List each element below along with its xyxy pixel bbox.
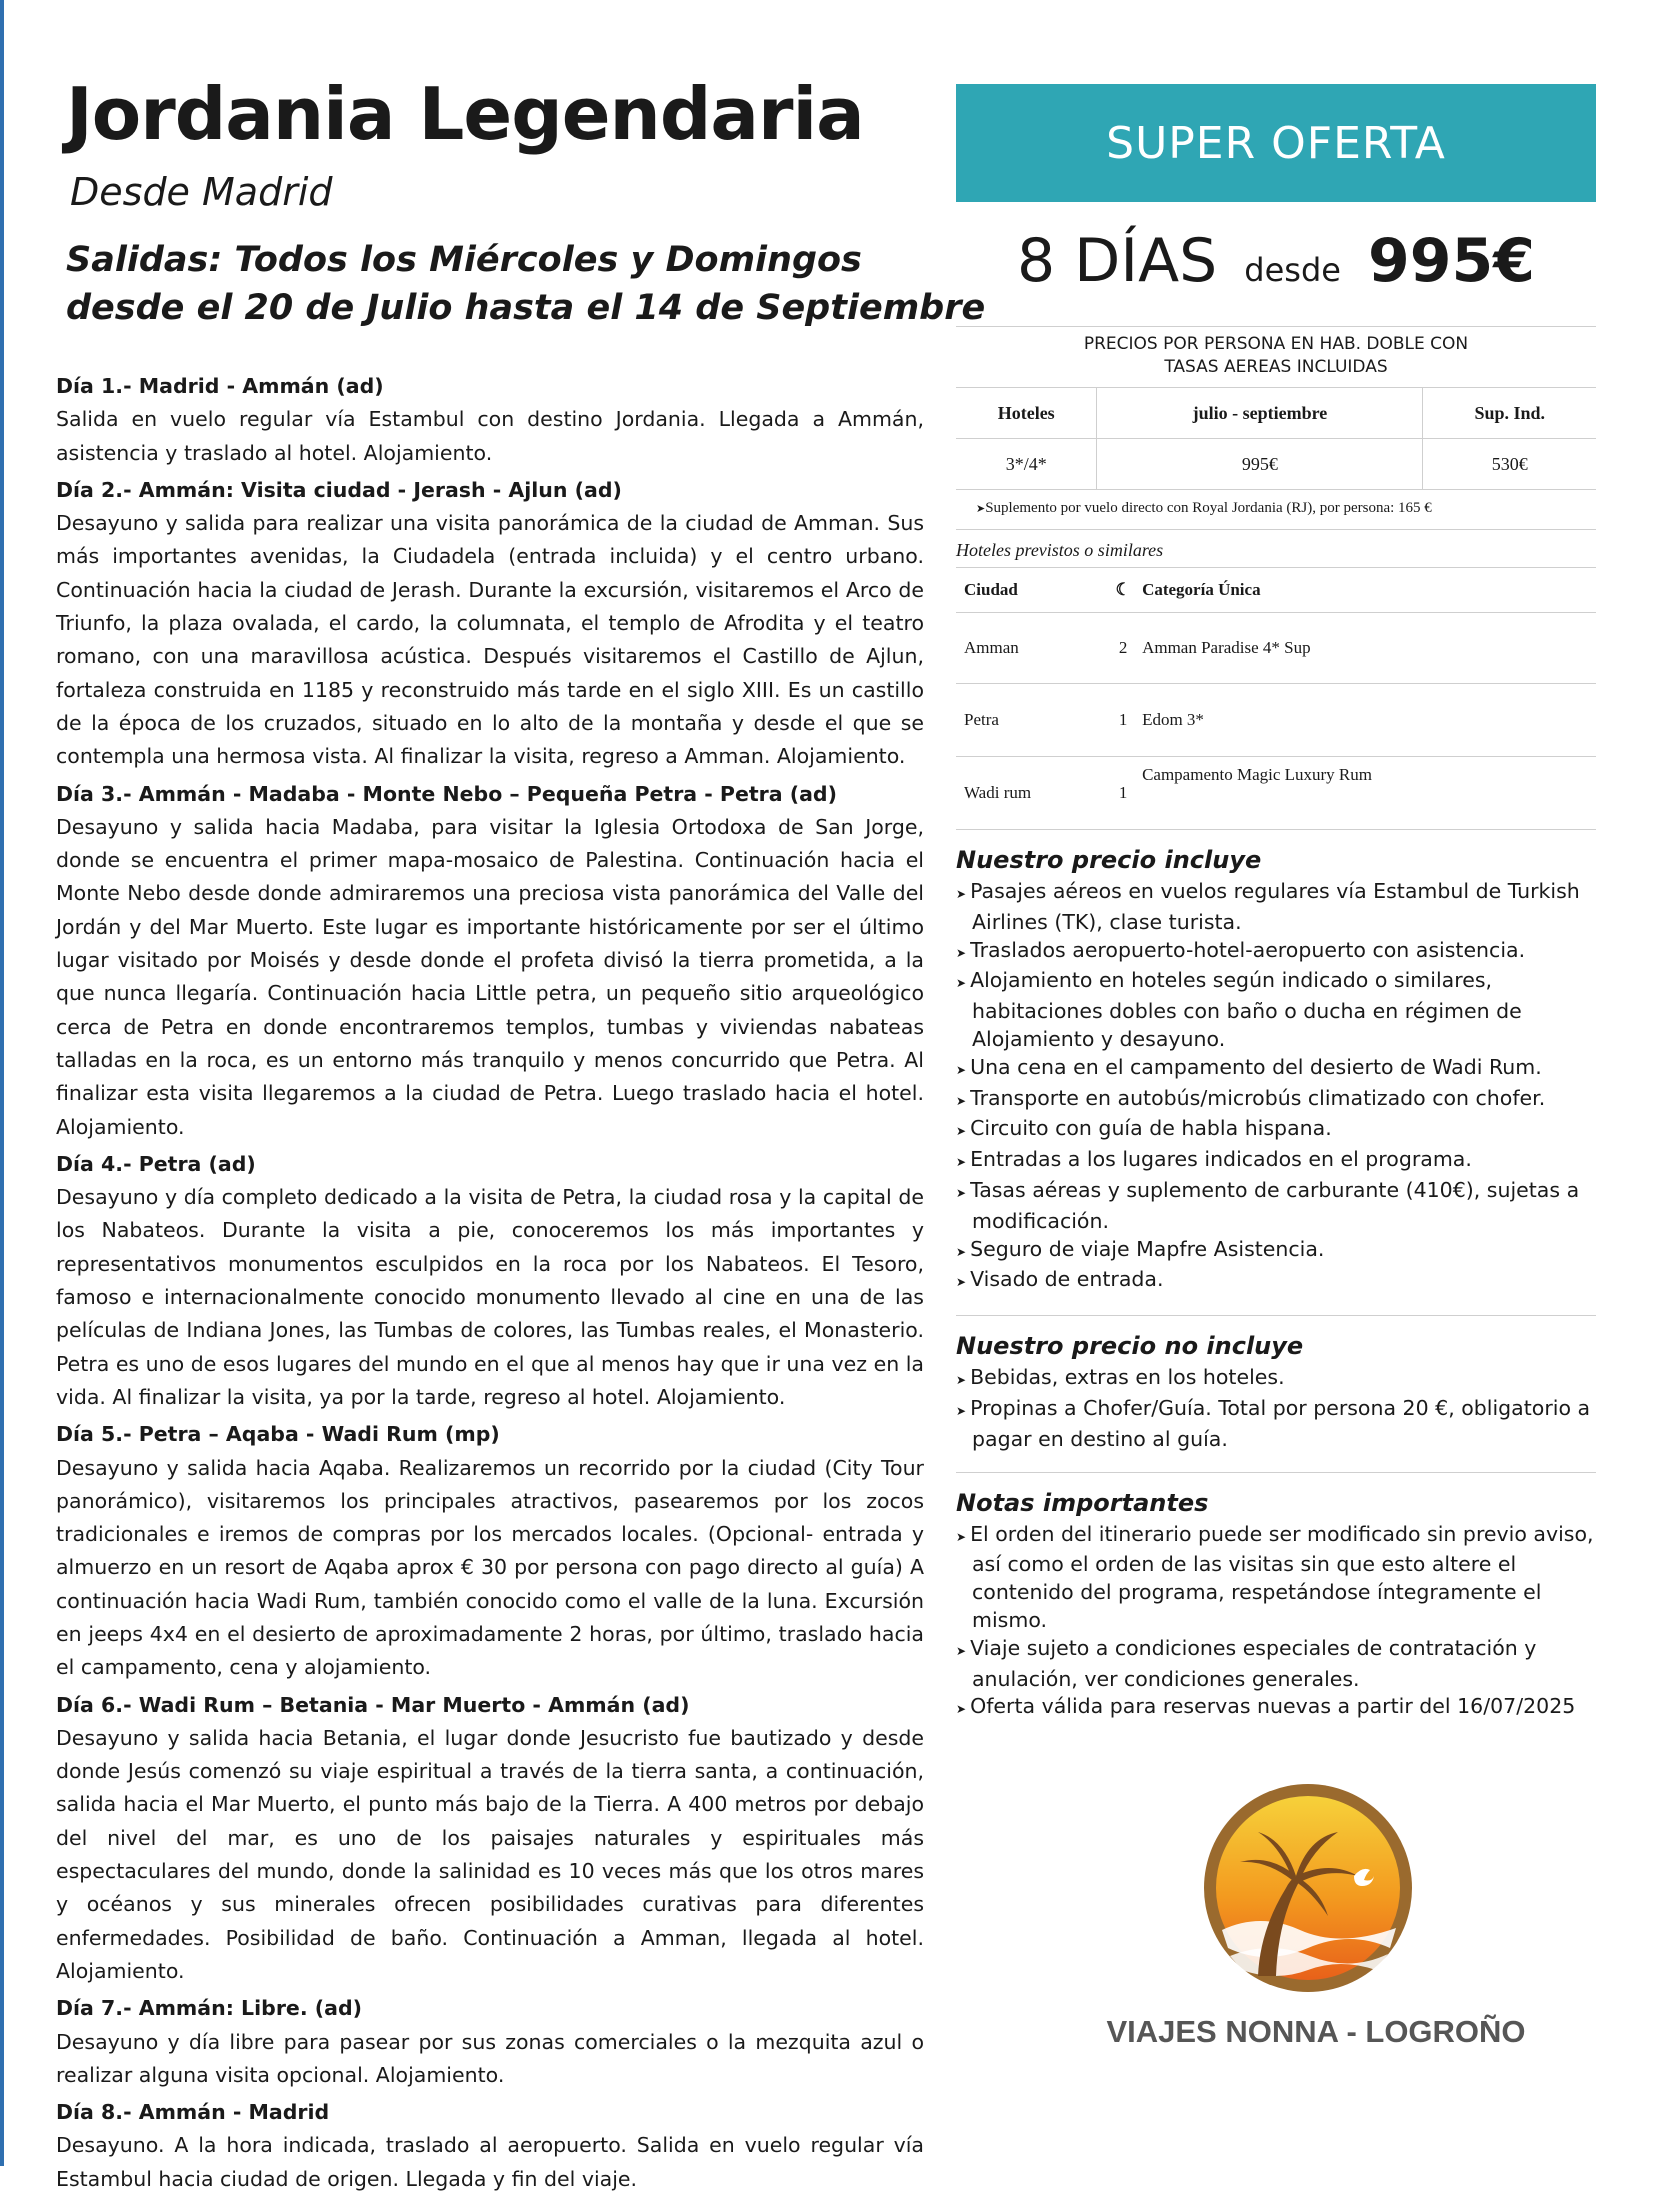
day-description: Salida en vuelo regular vía Estambul con destino Jordania. Llegada a Ammán, asistencia y traslado al hotel. Alojamiento.	[56, 407, 924, 465]
departures-info	[66, 236, 985, 332]
includes-list	[956, 878, 1596, 1297]
itinerary-day	[56, 474, 924, 774]
list-item: ➤ Visado de entrada.	[956, 1266, 1596, 1297]
list-item: ➤ El orden del itinerario puede ser modificado sin previo aviso, así como el orden de las visitas sin que esto altere el contenido del programa, respetándose íntegramente el mismo.	[956, 1521, 1596, 1635]
list-item: ➤ Circuito con guía de habla hispana.	[956, 1115, 1596, 1146]
left-accent-bar	[0, 0, 4, 2166]
itinerary-day	[56, 1418, 924, 1684]
day-title: Día 7.- Ammán: Libre. (ad)	[56, 1996, 363, 2021]
column-header: Categoría Única	[1134, 568, 1596, 613]
duration-price	[956, 226, 1596, 326]
price-heading-line: TASAS AEREAS INCLUIDAS	[1164, 357, 1388, 377]
hotels-table	[956, 567, 1596, 829]
hotels-caption: Hoteles previstos o similares	[956, 540, 1164, 560]
day-description: Desayuno y salida hacia Aqaba. Realizaremos un recorrido por la ciudad (City Tour panorámico), visitaremos los principales atractivos, pasearemos por los zocos tradicionales e iremos de compras por los mercados locales. (Opcional- entrada y almuerzo en un resort de Aqaba aprox € 30 por persona con pago directo al guía) A continuación hacia Wadi Rum, también conocido como el valle de la luna. Excursión en jeeps 4x4 en el desierto de aproximadamente 2 horas, por último, traslado hacia el campamento, cena y alojamiento.	[56, 1455, 924, 1680]
price-table	[956, 387, 1596, 489]
table-cell: 530€	[1423, 439, 1596, 490]
itinerary-day	[56, 370, 924, 470]
table-row	[956, 757, 1596, 830]
from-label: desde	[1244, 251, 1341, 289]
day-description: Desayuno y día libre para pasear por sus zonas comerciales o la mezquita azul o realizar alguna visita opcional. Alojamiento.	[56, 2029, 924, 2087]
list-item: ➤ Viaje sujeto a condiciones especiales de contratación y anulación, ver condiciones generales.	[956, 1635, 1596, 1694]
price-table-heading	[956, 327, 1596, 387]
column-header: Ciudad	[956, 568, 1112, 613]
notes-title: Notas importantes	[956, 1488, 1209, 1517]
hotel-city: Wadi rum	[956, 757, 1112, 830]
departures-label: Salidas:	[66, 240, 223, 280]
day-description: Desayuno y salida hacia Betania, el lugar donde Jesucristo fue bautizado y desde donde Jesús comenzó su viaje espiritual a través de la tierra santa, a continuación, salida hacia el Mar Muerto, el punto más bajo de la Tierra. A 400 metros por debajo del nivel del mar, es uno de los paisajes naturales y espirituales más espectaculares del mundo, donde la salinidad es 10 veces más que los otros mares y océanos y sus minerales ofrecen posibilidades curativas para diferentes enfermedades. Posibilidad de baño. Continuación a Amman, llegada al hotel. Alojamiento.	[56, 1725, 924, 1983]
list-item: ➤ Entradas a los lugares indicados en el programa.	[956, 1146, 1596, 1177]
price-from: 995€	[1368, 226, 1536, 296]
hotel-city: Petra	[956, 684, 1112, 757]
offer-column	[956, 84, 1596, 1724]
palm-sunset-logo-icon	[1200, 1780, 1416, 1996]
hotel-name: Edom 3*	[1134, 684, 1596, 757]
brand-name: VIAJES NONNA - LOGROÑO	[1106, 2014, 1526, 2049]
divider	[956, 1315, 1596, 1316]
day-title: Día 6.- Wadi Rum – Betania - Mar Muerto - Ammán (ad)	[56, 1692, 690, 1717]
itinerary-day	[56, 778, 924, 1144]
list-item: ➤ Transporte en autobús/microbús climatizado con chofer.	[956, 1085, 1596, 1116]
hotel-nights: 1	[1112, 757, 1134, 830]
supplement-text: Suplemento por vuelo directo con Royal Jordania (RJ), por persona: 165 €	[985, 500, 1432, 516]
flight-supplement	[956, 490, 1596, 529]
day-description: Desayuno y día completo dedicado a la visita de Petra, la ciudad rosa y la capital de los Nabateos. Durante la visita a pie, conoceremos los más importantes y representativos monumentos esculpidos en la roca por los Nabateos. El Tesoro, famoso e internacionalmente conocido monumento llevado al cine en una de las películas de Indiana Jones, las Tumbas de colores, las Tumbas reales, el Monasterio. Petra es uno de esos lugares del mundo en el que al menos hay que ir una vez en la vida. Al finalizar la visita, ya por la tarde, regreso al hotel. Alojamiento.	[56, 1185, 924, 1409]
page-subtitle: Desde Madrid	[70, 170, 333, 214]
day-title: Día 8.- Ammán - Madrid	[56, 2100, 330, 2125]
list-item: ➤ Alojamiento en hoteles según indicado o similares, habitaciones dobles con baño o ducha en régimen de Alojamiento y desayuno.	[956, 967, 1596, 1053]
divider	[956, 829, 1596, 830]
day-title: Día 3.- Ammán - Madaba - Monte Nebo – Pequeña Petra - Petra (ad)	[56, 781, 837, 806]
arrow-bullet-icon: ➤	[976, 503, 986, 515]
list-item: ➤ Seguro de viaje Mapfre Asistencia.	[956, 1236, 1596, 1267]
table-header-row	[956, 388, 1596, 439]
day-title: Día 2.- Ammán: Visita ciudad - Jerash - Ajlun (ad)	[56, 477, 622, 502]
list-item: ➤ Propinas a Chofer/Guía. Total por persona 20 €, obligatorio a pagar en destino al guía.	[956, 1395, 1596, 1454]
list-item: ➤ Una cena en el campamento del desierto de Wadi Rum.	[956, 1054, 1596, 1085]
day-title: Día 4.- Petra (ad)	[56, 1151, 256, 1176]
itinerary	[56, 366, 924, 2196]
table-cell: 3*/4*	[956, 439, 1097, 490]
list-item: ➤ Tasas aéreas y suplemento de carburante (410€), sujetas a modificación.	[956, 1177, 1596, 1236]
excludes-list	[956, 1364, 1596, 1453]
departures-days: Todos los Miércoles y Domingos	[234, 240, 862, 280]
itinerary-day	[56, 1148, 924, 1414]
duration: 8 DÍAS	[1016, 226, 1218, 296]
day-title: Día 1.- Madrid - Ammán (ad)	[56, 374, 384, 398]
super-offer-banner: SUPER OFERTA	[956, 84, 1596, 202]
hotel-city: Amman	[956, 613, 1112, 684]
includes-title: Nuestro precio incluye	[956, 846, 1262, 874]
day-description: Desayuno y salida para realizar una visita panorámica de la ciudad de Amman. Sus más importantes avenidas, la Ciudadela (entrada incluida) y el centro urbano. Continuación hacia la ciudad de Jerash. Durante la excursión, visitaremos el Arco de Triunfo, la plaza ovalada, el cardo, la columnata, el templo de Afrodita y el teatro romano, con una maravillosa acústica. Después visitaremos el Castillo de Ajlun, fortaleza construida en 1185 y reconstruido más tarde en el siglo XIII. Es un castillo de la época de los cruzados, situado en lo alto de la montaña y desde el que se contempla una hermosa vista. Al finalizar la visita, regreso a Amman. Alojamiento.	[56, 511, 924, 769]
excludes-title: Nuestro precio no incluye	[956, 1332, 1304, 1361]
itinerary-day	[56, 1992, 924, 2092]
table-cell: 995€	[1097, 439, 1423, 490]
hotel-nights: 2	[1112, 613, 1134, 684]
list-item: ➤ Traslados aeropuerto-hotel-aeropuerto con asistencia.	[956, 937, 1596, 968]
table-row	[956, 613, 1596, 684]
notes-list	[956, 1521, 1596, 1725]
departures-dates: desde el 20 de Julio hasta el 14 de Septiembre	[66, 288, 986, 328]
column-header: Hoteles	[956, 388, 1097, 439]
price-heading-line: PRECIOS POR PERSONA EN HAB. DOBLE CON	[1083, 334, 1469, 354]
list-item: ➤ Oferta válida para reservas nuevas a partir del 16/07/2025	[956, 1693, 1596, 1724]
hotel-nights: 1	[1112, 684, 1134, 757]
table-header-row	[956, 568, 1596, 613]
day-description: Desayuno y salida hacia Madaba, para visitar la Iglesia Ortodoxa de San Jorge, donde se encuentra el primer mapa-mosaico de Palestina. Continuación hacia el Monte Nebo desde donde admiraremos una preciosa vista panorámica del Valle del Jordán y del Mar Muerto. Este lugar es importante históricamente por ser el último lugar visitado por Moisés y desde donde el profeta divisó la tierra prometida, a la que nunca llegaría. Continuación hacia Little petra, un pequeño sitio arqueológico cerca de Petra en donde encontraremos templos, tumbas y viviendas nabateas talladas en la roca, es un entorno más tranquilo y menos concurrido que Petra. Al finalizar esta visita llegaremos a la ciudad de Petra. Luego traslado hacia el hotel. Alojamiento.	[56, 814, 924, 1139]
column-header: julio - septiembre	[1097, 388, 1423, 439]
divider	[956, 1472, 1596, 1473]
list-item: ➤ Bebidas, extras en los hoteles.	[956, 1364, 1596, 1395]
list-item: ➤ Pasajes aéreos en vuelos regulares vía Estambul de Turkish Airlines (TK), clase turista.	[956, 878, 1596, 937]
page-title: Jordania Legendaria	[66, 72, 864, 156]
itinerary-day	[56, 2096, 924, 2196]
itinerary-day	[56, 1689, 924, 1989]
table-row	[956, 684, 1596, 757]
hotel-name: Campamento Magic Luxury Rum	[1134, 757, 1596, 830]
day-description: Desayuno. A la hora indicada, traslado al aeropuerto. Salida en vuelo regular vía Estambul hacia ciudad de origen. Llegada y fin del viaje.	[56, 2133, 924, 2191]
table-row	[956, 439, 1596, 490]
column-header: Sup. Ind.	[1423, 388, 1596, 439]
day-title: Día 5.- Petra – Aqaba - Wadi Rum (mp)	[56, 1422, 500, 1447]
moon-icon: ☾	[1112, 568, 1134, 613]
hotel-name: Amman Paradise 4* Sup	[1134, 613, 1596, 684]
